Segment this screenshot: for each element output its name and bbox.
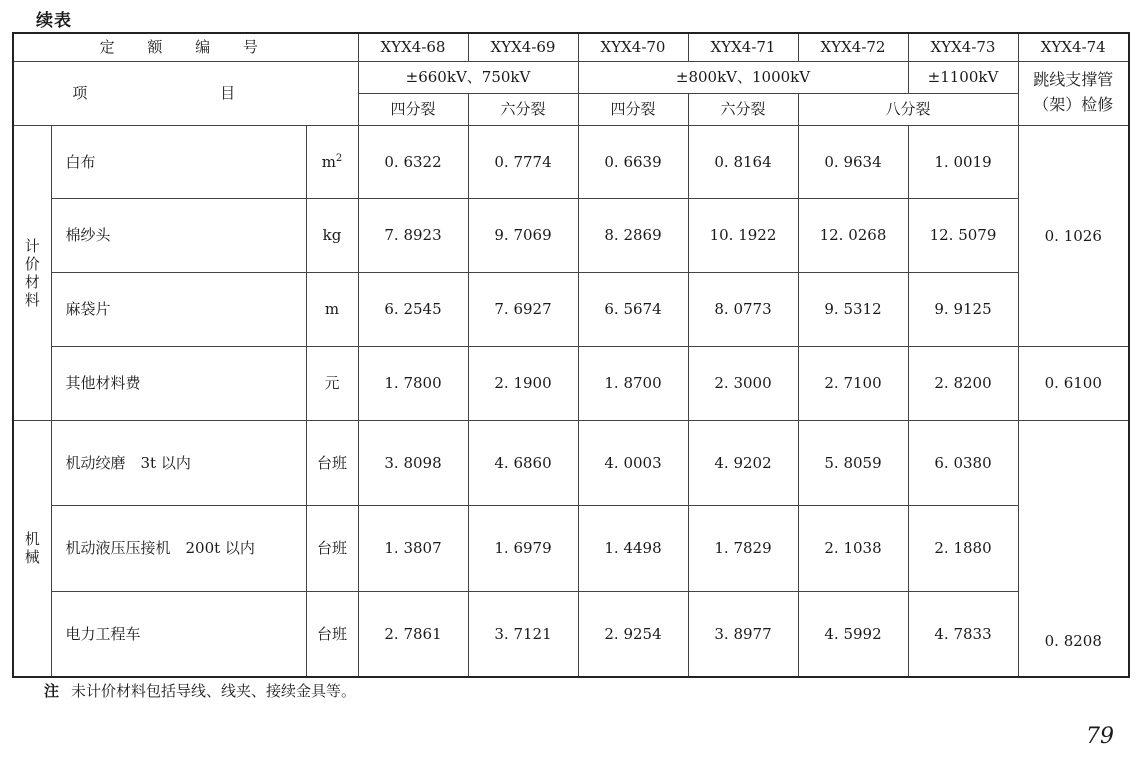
code-row — [13, 33, 1129, 61]
table-row — [13, 505, 1129, 591]
unit-cell: 台班 — [306, 420, 358, 505]
value-cell: 10. 1922 — [688, 198, 798, 272]
value-cell: 9. 9125 — [908, 272, 1018, 346]
table-row — [13, 346, 1129, 420]
support-pipe-value: 0. 6100 — [1018, 346, 1129, 420]
table-row — [13, 198, 1129, 272]
value-cell: 0. 6639 — [578, 125, 688, 198]
unit-cell: $m^2$ — [306, 125, 358, 198]
voltage-group-cell: ±1100kV — [908, 61, 1018, 93]
split-cell: 四分裂 — [358, 93, 468, 125]
item-name: 棉纱头 — [51, 198, 306, 272]
value-cell: 12. 5079 — [908, 198, 1018, 272]
table-row — [13, 591, 1129, 677]
quota-table — [12, 32, 1130, 678]
value-cell: 3. 8977 — [688, 591, 798, 677]
value-cell: 2. 7100 — [798, 346, 908, 420]
note-label: 注 — [44, 682, 60, 700]
split-cell: 四分裂 — [578, 93, 688, 125]
split-cell: 八分裂 — [798, 93, 1018, 125]
unit-cell: 元 — [306, 346, 358, 420]
item-name: 麻袋片 — [51, 272, 306, 346]
value-cell: 6. 0380 — [908, 420, 1018, 505]
category-material: 计 价 材 料 — [13, 125, 51, 420]
value-cell: 2. 7861 — [358, 591, 468, 677]
support-pipe-header: 跳线支撑管（架）检修 — [1018, 61, 1129, 125]
value-cell: 2. 1038 — [798, 505, 908, 591]
code-cell: XYX4-73 — [908, 33, 1018, 61]
voltage-row — [13, 61, 1129, 93]
value-cell: 4. 0003 — [578, 420, 688, 505]
item-label: 项 目 — [13, 61, 358, 125]
value-cell: 1. 0019 — [908, 125, 1018, 198]
voltage-group-cell: ±800kV、1000kV — [578, 61, 908, 93]
support-pipe-value: 0. 1026 — [1018, 125, 1129, 346]
value-cell: 2. 9254 — [578, 591, 688, 677]
value-cell: 1. 8700 — [578, 346, 688, 420]
value-cell: 0. 8164 — [688, 125, 798, 198]
code-cell: XYX4-70 — [578, 33, 688, 61]
value-cell: 2. 1880 — [908, 505, 1018, 591]
item-name: 白布 — [51, 125, 306, 198]
value-cell: 0. 7774 — [468, 125, 578, 198]
code-cell: XYX4-72 — [798, 33, 908, 61]
category-machine: 机 械 — [13, 420, 51, 677]
value-cell: 5. 8059 — [798, 420, 908, 505]
item-name: 其他材料费 — [51, 346, 306, 420]
table-row — [13, 125, 1129, 198]
support-pipe-value: 0. 8208 — [1018, 420, 1129, 677]
value-cell: 3. 8098 — [358, 420, 468, 505]
unit-cell: kg — [306, 198, 358, 272]
value-cell: 1. 7829 — [688, 505, 798, 591]
value-cell: 4. 7833 — [908, 591, 1018, 677]
code-cell: XYX4-68 — [358, 33, 468, 61]
code-cell: XYX4-74 — [1018, 33, 1129, 61]
page-number: 79 — [1086, 724, 1114, 749]
unit-cell: m — [306, 272, 358, 346]
value-cell: 1. 6979 — [468, 505, 578, 591]
value-cell: 0. 9634 — [798, 125, 908, 198]
value-cell: 6. 5674 — [578, 272, 688, 346]
value-cell: 4. 6860 — [468, 420, 578, 505]
value-cell: 2. 8200 — [908, 346, 1018, 420]
value-cell: 1. 4498 — [578, 505, 688, 591]
value-cell: 7. 6927 — [468, 272, 578, 346]
value-cell: 1. 7800 — [358, 346, 468, 420]
split-cell: 六分裂 — [688, 93, 798, 125]
code-cell: XYX4-69 — [468, 33, 578, 61]
code-cell: XYX4-71 — [688, 33, 798, 61]
value-cell: 9. 7069 — [468, 198, 578, 272]
value-cell: 2. 1900 — [468, 346, 578, 420]
value-cell: 0. 6322 — [358, 125, 468, 198]
item-name: 机动绞磨 3t 以内 — [51, 420, 306, 505]
value-cell: 9. 5312 — [798, 272, 908, 346]
table-row — [13, 420, 1129, 505]
value-cell: 4. 9202 — [688, 420, 798, 505]
value-cell: 4. 5992 — [798, 591, 908, 677]
quota-label: 定 额 编 号 — [13, 33, 358, 61]
value-cell: 3. 7121 — [468, 591, 578, 677]
value-cell: 1. 3807 — [358, 505, 468, 591]
unit-cell: 台班 — [306, 591, 358, 677]
value-cell: 8. 0773 — [688, 272, 798, 346]
table-row — [13, 272, 1129, 346]
value-cell: 8. 2869 — [578, 198, 688, 272]
unit-cell: 台班 — [306, 505, 358, 591]
item-name: 电力工程车 — [51, 591, 306, 677]
split-cell: 六分裂 — [468, 93, 578, 125]
item-name: 机动液压压接机 200t 以内 — [51, 505, 306, 591]
value-cell: 6. 2545 — [358, 272, 468, 346]
value-cell: 12. 0268 — [798, 198, 908, 272]
note-text: 未计价材料包括导线、线夹、接续金具等。 — [71, 682, 357, 700]
table-note — [44, 680, 356, 701]
voltage-group-cell: ±660kV、750kV — [358, 61, 578, 93]
table-heading: 续表 — [36, 11, 72, 31]
value-cell: 7. 8923 — [358, 198, 468, 272]
value-cell: 2. 3000 — [688, 346, 798, 420]
